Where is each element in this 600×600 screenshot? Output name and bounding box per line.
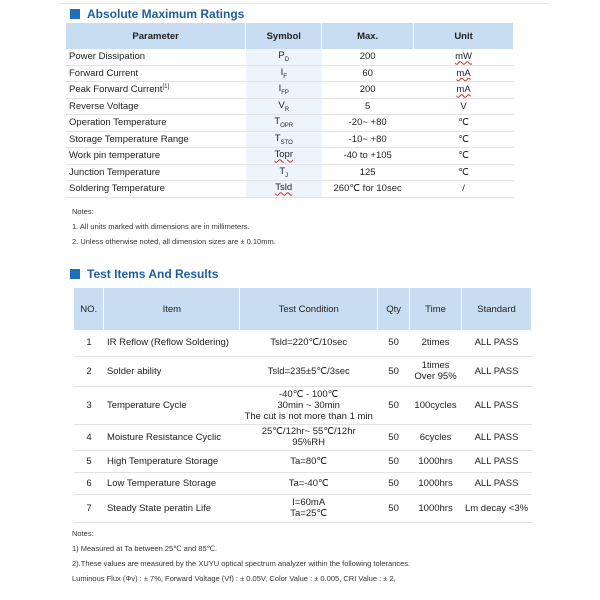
- unit-text: /: [462, 183, 465, 195]
- cell-condition: Ta=-40℃: [240, 472, 378, 494]
- item-text: Steady State peratin Life: [106, 502, 212, 514]
- table-row: [66, 65, 514, 82]
- cell-time: 2times: [410, 330, 462, 356]
- table-row: [66, 49, 514, 65]
- cell-standard: ALL PASS: [462, 330, 532, 356]
- cell-parameter: [66, 65, 246, 82]
- table-row: [66, 164, 514, 181]
- cell-no: 1: [74, 330, 104, 356]
- cell-unit: [414, 115, 514, 132]
- table-row: [74, 450, 532, 472]
- symbol-subscript: J: [285, 172, 289, 179]
- cell-parameter: [66, 164, 246, 181]
- item-text: Low Temperature Storage: [106, 477, 217, 489]
- absolute-max-ratings-table: [66, 23, 514, 198]
- symbol-text: T: [279, 165, 286, 177]
- cell-parameter: [66, 148, 246, 165]
- cell-unit: [414, 181, 514, 198]
- unit-text: ℃: [458, 166, 469, 178]
- table-row: [74, 424, 532, 450]
- parameter-text: Soldering Temperature: [69, 183, 165, 195]
- symbol-text: V: [278, 99, 285, 111]
- cell-item: [104, 424, 240, 450]
- item-text: Moisture Resistance Cyclic: [106, 431, 222, 443]
- cell-condition: 25℃/12hr~ 55℃/12hr 95%RH: [240, 424, 378, 450]
- notes-section2: [72, 526, 410, 586]
- col-header-symbol: Symbol: [246, 23, 322, 49]
- cell-time: 6cycles: [410, 424, 462, 450]
- cell-no: 2: [74, 356, 104, 386]
- cell-max: 200: [322, 49, 414, 65]
- note-line: 1) Measured at Ta between 25℃ and 85℃.: [72, 544, 218, 553]
- symbol-text: Tsld: [275, 182, 293, 194]
- symbol-text: I: [280, 66, 284, 78]
- symbol-subscript: OPR: [280, 123, 294, 130]
- cell-qty: 50: [378, 424, 410, 450]
- section-title-text: Absolute Maximum Ratings: [87, 7, 245, 21]
- cell-max: -40 to +105: [322, 148, 414, 165]
- parameter-text: Reverse Voltage: [69, 100, 139, 112]
- cell-symbol: [246, 115, 322, 132]
- item-text: Temperature Cycle: [106, 399, 187, 411]
- item-text: Solder ability: [106, 365, 162, 377]
- cell-parameter: [66, 98, 246, 115]
- cell-max: -20~ +80: [322, 115, 414, 132]
- cell-time: 1000hrs: [410, 472, 462, 494]
- cell-qty: 50: [378, 450, 410, 472]
- symbol-text: I: [278, 83, 282, 95]
- cell-condition: -40℃ - 100℃ 30min ~ 30min The cut is not more than 1 min: [240, 386, 378, 424]
- table-row: [66, 131, 514, 148]
- table-row: [74, 386, 532, 424]
- cell-parameter: [66, 181, 246, 198]
- cell-symbol: [246, 164, 322, 181]
- table-row: [74, 356, 532, 386]
- cell-no: 7: [74, 494, 104, 522]
- cell-condition: Tsld=220℃/10sec: [240, 330, 378, 356]
- cell-unit: [414, 65, 514, 82]
- cell-standard: ALL PASS: [462, 472, 532, 494]
- test-items-table: [74, 288, 532, 523]
- symbol-subscript: F: [283, 73, 287, 80]
- cell-item: [104, 356, 240, 386]
- note-line: 2. Unless otherwise noted, all dimension sizes are ± 0.10mm.: [72, 237, 276, 246]
- cell-time: 100cycles: [410, 386, 462, 424]
- cell-standard: ALL PASS: [462, 386, 532, 424]
- cell-item: [104, 494, 240, 522]
- cell-max: 5: [322, 98, 414, 115]
- section-title-absolute-max: [70, 7, 244, 21]
- cell-max: 60: [322, 65, 414, 82]
- cell-qty: 50: [378, 494, 410, 522]
- unit-text: mA: [456, 67, 471, 79]
- cell-symbol: [246, 148, 322, 165]
- table-row: [66, 181, 514, 198]
- parameter-text: Operation Temperature: [69, 117, 167, 129]
- symbol-subscript: D: [284, 57, 290, 64]
- symbol-text: Topr: [274, 149, 293, 161]
- cell-time: 1000hrs: [410, 450, 462, 472]
- cell-parameter: [66, 82, 246, 99]
- cell-symbol: [246, 181, 322, 198]
- cell-max: 200: [322, 82, 414, 99]
- cell-parameter: [66, 115, 246, 132]
- parameter-text: Junction Temperature: [69, 166, 161, 178]
- cell-symbol: [246, 98, 322, 115]
- item-text: IR Reflow (Reflow Soldering): [106, 337, 229, 349]
- parameter-footnote: [1]: [162, 84, 170, 91]
- unit-text: ℃: [458, 133, 469, 145]
- cell-item: [104, 330, 240, 356]
- parameter-text: Forward Current: [69, 67, 139, 79]
- note-line: Luminous Flux (Φv) : ± 7%, Forward Voltage (Vf) : ± 0.05V, Color Value : ± 0.005, CRI Value : ± 2,: [72, 574, 396, 583]
- cell-unit: [414, 49, 514, 65]
- cell-qty: 50: [378, 330, 410, 356]
- note-line: 1. All units marked with dimensions are in millimeters.: [72, 222, 250, 231]
- cell-qty: 50: [378, 472, 410, 494]
- col-header-item: Item: [104, 288, 240, 330]
- unit-text: mA: [456, 84, 471, 96]
- unit-text: ℃: [458, 117, 469, 129]
- col-header-standard: Standard: [462, 288, 532, 330]
- cell-max: 260℃ for 10sec: [322, 181, 414, 198]
- cell-standard: Lm decay <3%: [462, 494, 532, 522]
- notes-heading: Notes:: [72, 529, 94, 538]
- table-row: [74, 494, 532, 522]
- col-header-unit: Unit: [414, 23, 514, 49]
- col-header-parameter: Parameter: [66, 23, 246, 49]
- cell-unit: [414, 82, 514, 99]
- col-header-max: Max.: [322, 23, 414, 49]
- col-header-no: NO.: [74, 288, 104, 330]
- section-marker-icon: [70, 269, 80, 279]
- col-header-time: Time: [410, 288, 462, 330]
- cell-standard: ALL PASS: [462, 424, 532, 450]
- symbol-text: P: [278, 50, 285, 62]
- cell-symbol: [246, 131, 322, 148]
- table-row: [66, 115, 514, 132]
- symbol-subscript: R: [284, 106, 290, 113]
- cell-time: 1times Over 95%: [410, 356, 462, 386]
- table-header-row: [66, 23, 514, 49]
- note-line: 2).These values are measured by the XUYU optical spectrum analyzer within the following tolerances.: [72, 559, 411, 568]
- section-title-test-items: [70, 267, 218, 281]
- cell-condition: Ta=80℃: [240, 450, 378, 472]
- item-text: High Temperature Storage: [106, 455, 219, 467]
- top-divider: [60, 3, 548, 4]
- table-row: [66, 148, 514, 165]
- symbol-subscript: STO: [280, 139, 293, 146]
- notes-section1: [72, 204, 276, 249]
- cell-no: 4: [74, 424, 104, 450]
- cell-standard: ALL PASS: [462, 450, 532, 472]
- unit-text: ℃: [458, 150, 469, 162]
- cell-condition: Tsld=235±5℃/3sec: [240, 356, 378, 386]
- cell-unit: [414, 131, 514, 148]
- table-row: [66, 98, 514, 115]
- parameter-text: Power Dissipation: [69, 51, 146, 63]
- section-marker-icon: [70, 9, 80, 19]
- symbol-subscript: FP: [281, 90, 289, 97]
- section-title-text: Test Items And Results: [87, 267, 219, 281]
- cell-item: [104, 472, 240, 494]
- parameter-text: Work pin temperature: [69, 150, 161, 162]
- parameter-text: Storage Temperature Range: [69, 133, 189, 145]
- parameter-text: Peak Forward Current: [69, 84, 163, 96]
- cell-qty: 50: [378, 386, 410, 424]
- unit-text: mW: [455, 51, 472, 63]
- cell-symbol: [246, 65, 322, 82]
- symbol-text: T: [274, 132, 281, 144]
- symbol-text: T: [274, 116, 281, 128]
- cell-no: 6: [74, 472, 104, 494]
- cell-max: -10~ +80: [322, 131, 414, 148]
- cell-symbol: [246, 82, 322, 99]
- cell-symbol: [246, 49, 322, 65]
- cell-unit: [414, 164, 514, 181]
- cell-parameter: [66, 131, 246, 148]
- cell-condition: I=60mA Ta=25℃: [240, 494, 378, 522]
- unit-text: V: [460, 100, 467, 112]
- table-header-row: [74, 288, 532, 330]
- table-row: [74, 472, 532, 494]
- table-row: [74, 330, 532, 356]
- cell-time: 1000hrs: [410, 494, 462, 522]
- cell-item: [104, 386, 240, 424]
- cell-item: [104, 450, 240, 472]
- cell-max: 125: [322, 164, 414, 181]
- cell-no: 3: [74, 386, 104, 424]
- cell-unit: [414, 148, 514, 165]
- notes-heading: Notes:: [72, 207, 94, 216]
- cell-parameter: [66, 49, 246, 65]
- col-header-qty: Qty: [378, 288, 410, 330]
- cell-unit: [414, 98, 514, 115]
- cell-qty: 50: [378, 356, 410, 386]
- cell-no: 5: [74, 450, 104, 472]
- cell-standard: ALL PASS: [462, 356, 532, 386]
- col-header-condition: Test Condition: [240, 288, 378, 330]
- table-row: [66, 82, 514, 99]
